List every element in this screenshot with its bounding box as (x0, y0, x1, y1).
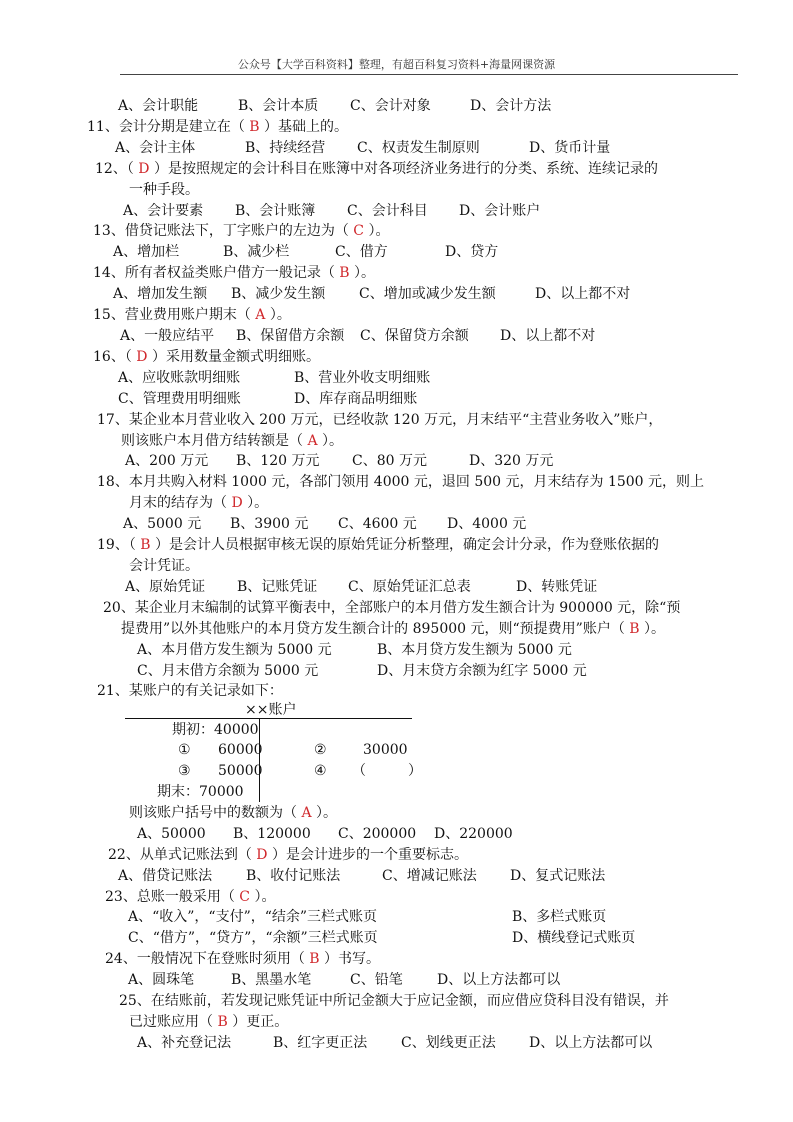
answer: A (303, 433, 323, 449)
answer: A (250, 307, 270, 323)
answer: C (348, 223, 369, 239)
question-25: 25、在结账前，若发现记账凭证中所记金额大于应记金额，而应借应贷科目没有错误，并 (119, 993, 669, 1009)
t-account-credit-mark: ② (314, 742, 327, 758)
t-account-closing: 期末：70000 (157, 784, 244, 800)
page-header: 公众号【大学百科资料】整理，有超百科复习资料+海量网课资源 (237, 58, 556, 71)
answer: C (234, 889, 255, 905)
question-14: 14、所有者权益类账户借方一般记录（ B ）。 (93, 265, 376, 281)
question-11: 11、会计分期是建立在（ B ）基础上的。 (87, 119, 349, 135)
question-12-cont: 一种手段。 (129, 182, 199, 198)
t-account-debit-mark: ③ (178, 763, 191, 779)
question-16-options-2: C、管理费用明细账 D、库存商品明细账 (118, 391, 418, 407)
question-23-options-2: C、“借方”，“贷方”，“余额”三栏式账页 D、横线登记式账页 (128, 930, 636, 946)
question-20-options-2: C、月末借方余额为 5000 元 D、月末贷方余额为红字 5000 元 (137, 663, 587, 679)
answer: D (133, 161, 154, 177)
question-16: 16、（ D ）采用数量金额式明细账。 (93, 349, 320, 365)
answer: B (334, 265, 355, 281)
option: C、会计对象 (350, 98, 431, 114)
question-16-options-1: A、应收账款明细账 B、营业外收支明细账 (118, 370, 431, 386)
question-14-options: A、增加发生额 B、减少发生额 C、增加或减少发生额 D、以上都不对 (113, 286, 631, 302)
t-account-opening: 期初：40000 (172, 722, 259, 738)
t-account-debit-value: 60000 (218, 742, 263, 758)
question-24-options: A、圆珠笔 B、黑墨水笔 C、铅笔 D、以上方法都可以 (128, 972, 561, 988)
option: D、会计方法 (470, 98, 552, 114)
question-11-options: A、会计主体 B、持续经营 C、权责发生制原则 D、货币计量 (115, 140, 611, 156)
question-19-options: A、原始凭证 B、记账凭证 C、原始凭证汇总表 D、转账凭证 (125, 579, 598, 595)
question-12: 12、（ D ）是按照规定的会计科目在账簿中对各项经济业务进行的分类、系统、连续记录的 (95, 161, 658, 177)
question-25-cont: 已过账应用（ B ）更正。 (129, 1014, 289, 1030)
question-19-cont: 会计凭证。 (129, 558, 199, 574)
t-account-debit-value: 50000 (218, 763, 263, 779)
t-account-debit-mark: ① (178, 742, 191, 758)
question-20: 20、某企业月末编制的试算平衡表中，全部账户的本月借方发生额合计为 900000 元，除“预 (103, 600, 681, 616)
question-18-options: A、5000 元 B、3900 元 C、4600 元 D、4000 元 (123, 516, 527, 532)
question-13-options: A、增加栏 B、减少栏 C、借方 D、贷方 (113, 244, 499, 260)
question-19: 19、（ B ）是会计人员根据审核无误的原始凭证分析整理，确定会计分录，作为登账依据的 (97, 537, 660, 553)
question-15-options: A、一般应结平 B、保留借方余额 C、保留贷方余额 D、以上都不对 (120, 328, 596, 344)
question-21: 21、某账户的有关记录如下： (97, 683, 283, 699)
question-21-cont: 则该账户括号中的数额为（ A ）。 (129, 805, 338, 821)
answer: B (213, 1014, 233, 1030)
question-25-options: A、补充登记法 B、红字更正法 C、划线更正法 D、以上方法都可以 (137, 1035, 653, 1051)
question-20-options-1: A、本月借方发生额为 5000 元 B、本月贷方发生额为 5000 元 (137, 642, 572, 658)
question-23: 23、总账一般采用（ C ）。 (105, 889, 276, 905)
option: B、会计本质 (238, 98, 319, 114)
answer: A (297, 805, 317, 821)
question-20-cont: 提费用”以外其他账户的本月贷方发生额合计的 895000 元，则“预提费用”账户（ B ）。 (121, 621, 666, 637)
question-12-options: A、会计要素 B、会计账簿 C、会计科目 D、会计账户 (123, 203, 541, 219)
option: A、会计职能 (118, 98, 199, 114)
question-15: 15、营业费用账户期末（ A ）。 (93, 307, 291, 323)
t-account-credit-value: 30000 (363, 742, 408, 758)
t-account-vline (259, 718, 260, 802)
question-23-options-1: A、“收入”，“支付”，“结余”三栏式账页 B、多栏式账页 (128, 909, 607, 925)
answer: B (304, 951, 325, 967)
answer: D (251, 847, 272, 863)
question-13: 13、借贷记账法下，丁字账户的左边为（ C ）。 (93, 223, 390, 239)
question-24: 24、一般情况下在登账时须用（ B ）书写。 (105, 951, 381, 967)
answer: B (624, 621, 645, 637)
question-17: 17、某企业本月营业收入 200 万元，已经收款 120 万元，月末结平“主营业务收入”账户， (97, 412, 663, 428)
t-account-credit-mark: ④ (314, 763, 327, 779)
header-divider (120, 74, 738, 75)
q10-options (118, 96, 551, 116)
t-account-credit-value: （ ） (352, 763, 422, 779)
question-22-options: A、借贷记账法 B、收付记账法 C、增减记账法 D、复式记账法 (118, 868, 606, 884)
question-18-cont: 月末的结存为（ D ）。 (129, 495, 269, 511)
question-21-options: A、50000 B、120000 C、200000 D、220000 (137, 826, 513, 842)
t-account-title: ××账户 (245, 702, 297, 718)
answer: D (131, 349, 152, 365)
question-17-options: A、200 万元 B、120 万元 C、80 万元 D、320 万元 (125, 453, 554, 469)
question-17-cont: 则该账户本月借方结转额是（ A ）。 (121, 433, 344, 449)
t-account-hline (125, 718, 412, 719)
answer: D (227, 495, 248, 511)
answer: B (135, 537, 156, 553)
answer: B (244, 119, 265, 135)
question-22: 22、从单式记账法到（ D ）是会计进步的一个重要标志。 (108, 847, 468, 863)
question-18: 18、本月共购入材料 1000 元，各部门领用 4000 元，退回 500 元，月末结存为 1500 元，则上 (97, 474, 705, 490)
